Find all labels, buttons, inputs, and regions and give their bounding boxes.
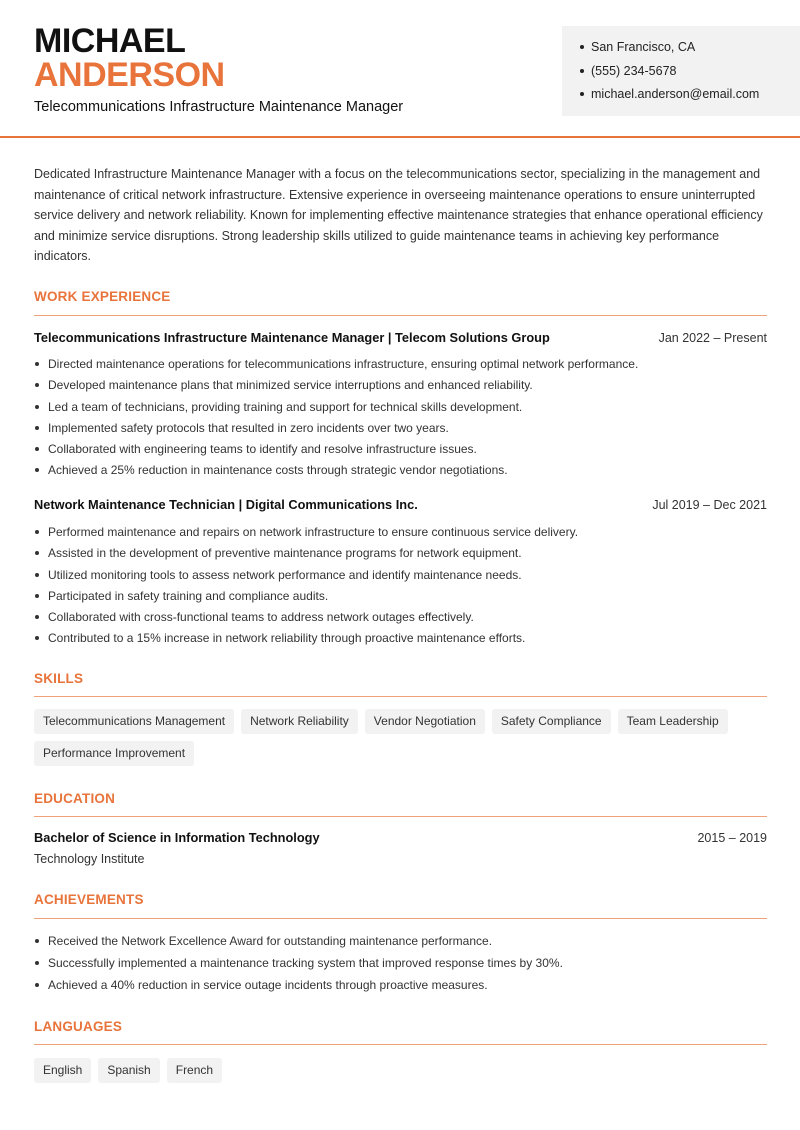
education-dates: 2015 – 2019 (697, 831, 767, 845)
list-item: Performed maintenance and repairs on network infrastructure to ensure continuous service delivery. (34, 524, 774, 545)
achievements-list (34, 933, 774, 999)
education-header (34, 830, 767, 845)
section-divider (34, 918, 767, 919)
language-tag: French (167, 1058, 222, 1083)
section-title-education: EDUCATION (34, 791, 116, 806)
job-header (34, 330, 767, 345)
bullet-icon (35, 983, 39, 987)
list-item: Received the Network Excellence Award for outstanding maintenance performance. (34, 933, 774, 955)
list-item: Successfully implemented a maintenance tracking system that improved response times by 30%. (34, 955, 774, 977)
contact-location: San Francisco, CA (580, 38, 800, 62)
job-dates: Jul 2019 – Dec 2021 (652, 498, 767, 512)
profile-summary: Dedicated Infrastructure Maintenance Manager with a focus on the telecommunications sector, specializing in the management and maintenance of critical network infrastructure. Extensive experience in overseeing maintenance operations to ensure uninterrupted service delivery and network reliability. Known for implementing effective maintenance strategies that enhance operational efficiency and minimize service disruptions. Strong leadership skills utilized to guide maintenance teams in achieving key performance indicators. (34, 167, 763, 263)
resume-header (0, 0, 800, 138)
language-tag: English (34, 1058, 91, 1083)
section-divider (34, 696, 767, 697)
first-name: MICHAEL (34, 22, 186, 60)
list-item: Utilized monitoring tools to assess network performance and identify maintenance needs. (34, 567, 774, 588)
list-item: Participated in safety training and compliance audits. (34, 588, 774, 609)
last-name: ANDERSON (34, 56, 225, 94)
job-bullets (34, 524, 774, 652)
bullet-icon (35, 426, 39, 430)
list-item: Developed maintenance plans that minimized service interruptions and enhanced reliability. (34, 377, 774, 398)
bullet-icon (35, 636, 39, 640)
section-divider (34, 315, 767, 316)
list-item: Collaborated with engineering teams to identify and resolve infrastructure issues. (34, 441, 774, 462)
list-item: Collaborated with cross-functional teams to address network outages effectively. (34, 609, 774, 630)
section-title-work: WORK EXPERIENCE (34, 289, 171, 304)
school-name: Technology Institute (34, 852, 145, 866)
bullet-icon (580, 92, 584, 96)
job-header (34, 497, 767, 512)
section-title-skills: SKILLS (34, 671, 84, 686)
bullet-icon (35, 383, 39, 387)
bullet-icon (35, 939, 39, 943)
section-title-languages: LANGUAGES (34, 1019, 123, 1034)
bullet-icon (580, 45, 584, 49)
section-divider (34, 816, 767, 817)
bullet-icon (35, 573, 39, 577)
skill-tag: Vendor Negotiation (365, 709, 485, 734)
list-item: Directed maintenance operations for telecommunications infrastructure, ensuring optimal network performance. (34, 356, 774, 377)
bullet-icon (35, 551, 39, 555)
bullet-icon (35, 447, 39, 451)
list-item: Assisted in the development of preventive maintenance programs for network equipment. (34, 545, 774, 566)
bullet-icon (35, 362, 39, 366)
languages-list (34, 1058, 774, 1083)
skill-tag: Telecommunications Management (34, 709, 234, 734)
skills-list (34, 709, 774, 766)
bullet-icon (35, 468, 39, 472)
headline-title: Telecommunications Infrastructure Maintenance Manager (34, 99, 404, 115)
section-divider (34, 1044, 767, 1045)
language-tag: Spanish (98, 1058, 159, 1083)
list-item: Achieved a 25% reduction in maintenance costs through strategic vendor negotiations. (34, 462, 774, 483)
degree-name: Bachelor of Science in Information Technology (34, 830, 320, 845)
contact-box (562, 26, 800, 116)
bullet-icon (35, 530, 39, 534)
job-bullets (34, 356, 774, 484)
bullet-icon (35, 615, 39, 619)
contact-phone: (555) 234-5678 (580, 62, 800, 86)
job-title: Network Maintenance Technician | Digital Communications Inc. (34, 497, 418, 512)
bullet-icon (35, 405, 39, 409)
skill-tag: Safety Compliance (492, 709, 611, 734)
skill-tag: Network Reliability (241, 709, 358, 734)
contact-email: michael.anderson@email.com (580, 85, 800, 109)
job-title: Telecommunications Infrastructure Maintenance Manager | Telecom Solutions Group (34, 330, 550, 345)
job-dates: Jan 2022 – Present (658, 331, 767, 345)
list-item: Led a team of technicians, providing training and support for technical skills development. (34, 399, 774, 420)
bullet-icon (580, 69, 584, 73)
list-item: Implemented safety protocols that resulted in zero incidents over two years. (34, 420, 774, 441)
bullet-icon (35, 594, 39, 598)
skill-tag: Team Leadership (618, 709, 728, 734)
skill-tag: Performance Improvement (34, 741, 194, 766)
list-item: Achieved a 40% reduction in service outage incidents through proactive measures. (34, 977, 774, 999)
bullet-icon (35, 961, 39, 965)
list-item: Contributed to a 15% increase in network reliability through proactive maintenance efforts. (34, 630, 774, 651)
section-title-achievements: ACHIEVEMENTS (34, 892, 144, 907)
